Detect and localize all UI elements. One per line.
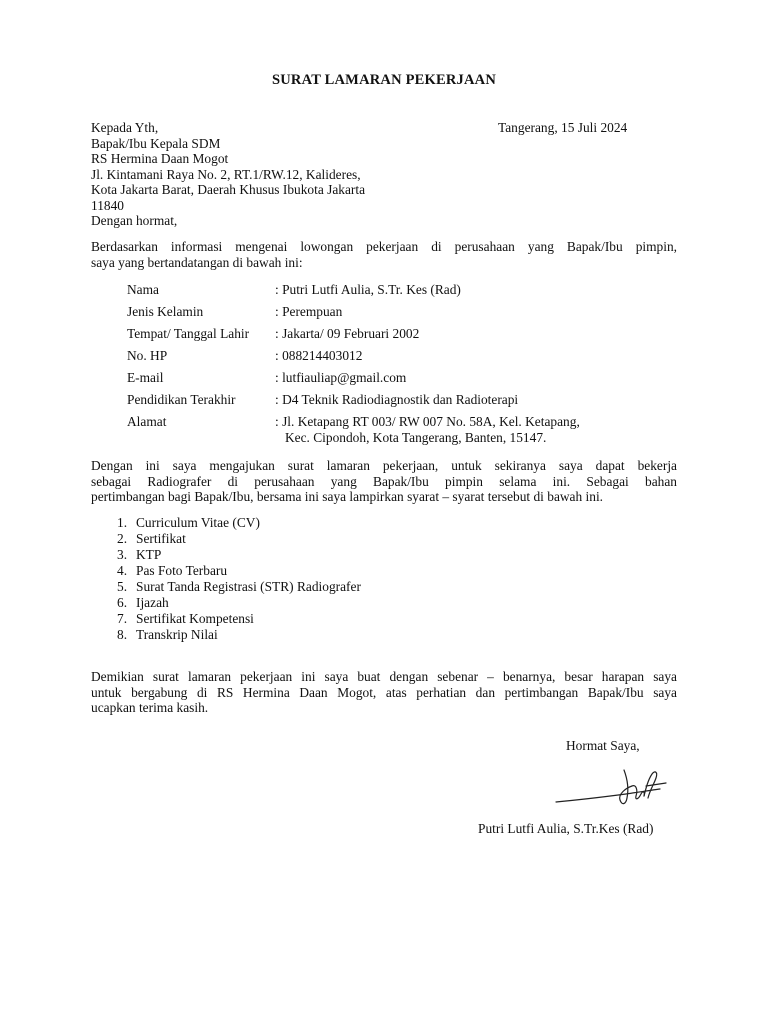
- info-value: : D4 Teknik Radiodiagnostik dan Radioterapi: [275, 392, 519, 407]
- statement-paragraph: [91, 458, 677, 505]
- letter-date: Tangerang, 15 Juli 2024: [498, 120, 628, 135]
- info-value-continuation: Kec. Cipondoh, Kota Tangerang, Banten, 15147.: [285, 429, 547, 445]
- paragraph-line: Berdasarkan informasi mengenai lowongan pekerjaan di perusahaan yang Bapak/Ibu pimpin,: [91, 239, 677, 254]
- info-label: Pendidikan Terakhir: [127, 392, 236, 407]
- signer-name: Putri Lutfi Aulia, S.Tr.Kes (Rad): [478, 821, 654, 836]
- info-row-gender: [127, 304, 687, 326]
- info-value: : Perempuan: [275, 304, 343, 319]
- recipient-line: Bapak/Ibu Kepala SDM: [91, 135, 221, 151]
- recipient-line: RS Hermina Daan Mogot: [91, 151, 229, 167]
- info-label: Alamat: [127, 414, 167, 429]
- list-number: 5.: [117, 579, 128, 594]
- requirements-list: [117, 515, 361, 643]
- info-row-email: [127, 370, 687, 392]
- list-text: Curriculum Vitae (CV): [136, 515, 260, 530]
- list-number: 6.: [117, 595, 128, 610]
- list-text: Surat Tanda Registrasi (STR) Radiografer: [136, 579, 361, 594]
- list-number: 7.: [117, 611, 128, 626]
- list-item: [117, 627, 361, 643]
- recipient-block: [91, 120, 511, 214]
- list-item: [117, 531, 361, 547]
- info-value: : lutfiauliap@gmail.com: [275, 370, 407, 385]
- paragraph-line: Demikian surat lamaran pekerjaan ini saya buat dengan sebenar – benarnya, besar harapan saya: [91, 669, 677, 684]
- list-number: 8.: [117, 627, 128, 642]
- list-text: Sertifikat Kompetensi: [136, 611, 254, 626]
- list-item: [117, 515, 361, 531]
- recipient-line: 11840: [91, 197, 124, 213]
- list-text: Ijazah: [136, 595, 169, 610]
- list-text: KTP: [136, 547, 162, 562]
- list-item: [117, 563, 361, 579]
- list-number: 3.: [117, 547, 128, 562]
- info-label: Jenis Kelamin: [127, 304, 204, 319]
- recipient-line: Kota Jakarta Barat, Daerah Khusus Ibukota Jakarta: [91, 182, 366, 198]
- info-label: No. HP: [127, 348, 168, 363]
- closing-paragraph: [91, 669, 677, 716]
- list-number: 2.: [117, 531, 128, 546]
- info-row-education: [127, 392, 687, 414]
- info-row-address: [127, 414, 687, 454]
- list-text: Sertifikat: [136, 531, 186, 546]
- info-row-phone: [127, 348, 687, 370]
- regards-text: Hormat Saya,: [566, 738, 640, 753]
- list-number: 4.: [117, 563, 128, 578]
- paragraph-line: untuk bergabung di RS Hermina Daan Mogot, atas perhatian dan pertimbangan Bapak/Ibu saya: [91, 684, 677, 700]
- info-label: E-mail: [127, 370, 164, 385]
- list-item: [117, 547, 361, 563]
- handwritten-signature: [548, 756, 678, 814]
- info-value-group: [275, 414, 687, 454]
- info-value: : Putri Lutfi Aulia, S.Tr. Kes (Rad): [275, 282, 461, 297]
- recipient-line: Kepada Yth,: [91, 120, 159, 135]
- info-value: : Jakarta/ 09 Februari 2002: [275, 326, 420, 341]
- info-value: : Jl. Ketapang RT 003/ RW 007 No. 58A, Kel. Ketapang,: [275, 414, 580, 429]
- list-item: [117, 595, 361, 611]
- info-row-name: [127, 282, 687, 304]
- recipient-line: Jl. Kintamani Raya No. 2, RT.1/RW.12, Kalideres,: [91, 166, 361, 182]
- info-row-birth: [127, 326, 687, 348]
- paragraph-line: ucapkan terima kasih.: [91, 700, 209, 716]
- list-item: [117, 579, 361, 595]
- paragraph-line: Dengan ini saya mengajukan surat lamaran pekerjaan, untuk sekiranya saya dapat bekerja: [91, 458, 677, 473]
- letter-title: SURAT LAMARAN PEKERJAAN: [272, 72, 496, 88]
- intro-paragraph: [91, 239, 677, 270]
- info-label: Nama: [127, 282, 159, 297]
- paragraph-line: saya yang bertandatangan di bawah ini:: [91, 254, 303, 270]
- paragraph-line: pertimbangan bagi Bapak/Ibu, bersama ini saya lampirkan syarat – syarat tersebut di bawah ini.: [91, 489, 604, 505]
- list-text: Pas Foto Terbaru: [136, 563, 228, 578]
- paragraph-line: sebagai Radiografer di perusahaan yang Bapak/Ibu pimpin selama ini. Sebagai bahan: [91, 473, 677, 489]
- list-number: 1.: [117, 515, 128, 530]
- list-text: Transkrip Nilai: [136, 627, 218, 642]
- info-value: : 088214403012: [275, 348, 363, 363]
- applicant-info-table: [127, 282, 687, 454]
- list-item: [117, 611, 361, 627]
- info-label: Tempat/ Tanggal Lahir: [127, 326, 250, 341]
- greeting: Dengan hormat,: [91, 213, 178, 228]
